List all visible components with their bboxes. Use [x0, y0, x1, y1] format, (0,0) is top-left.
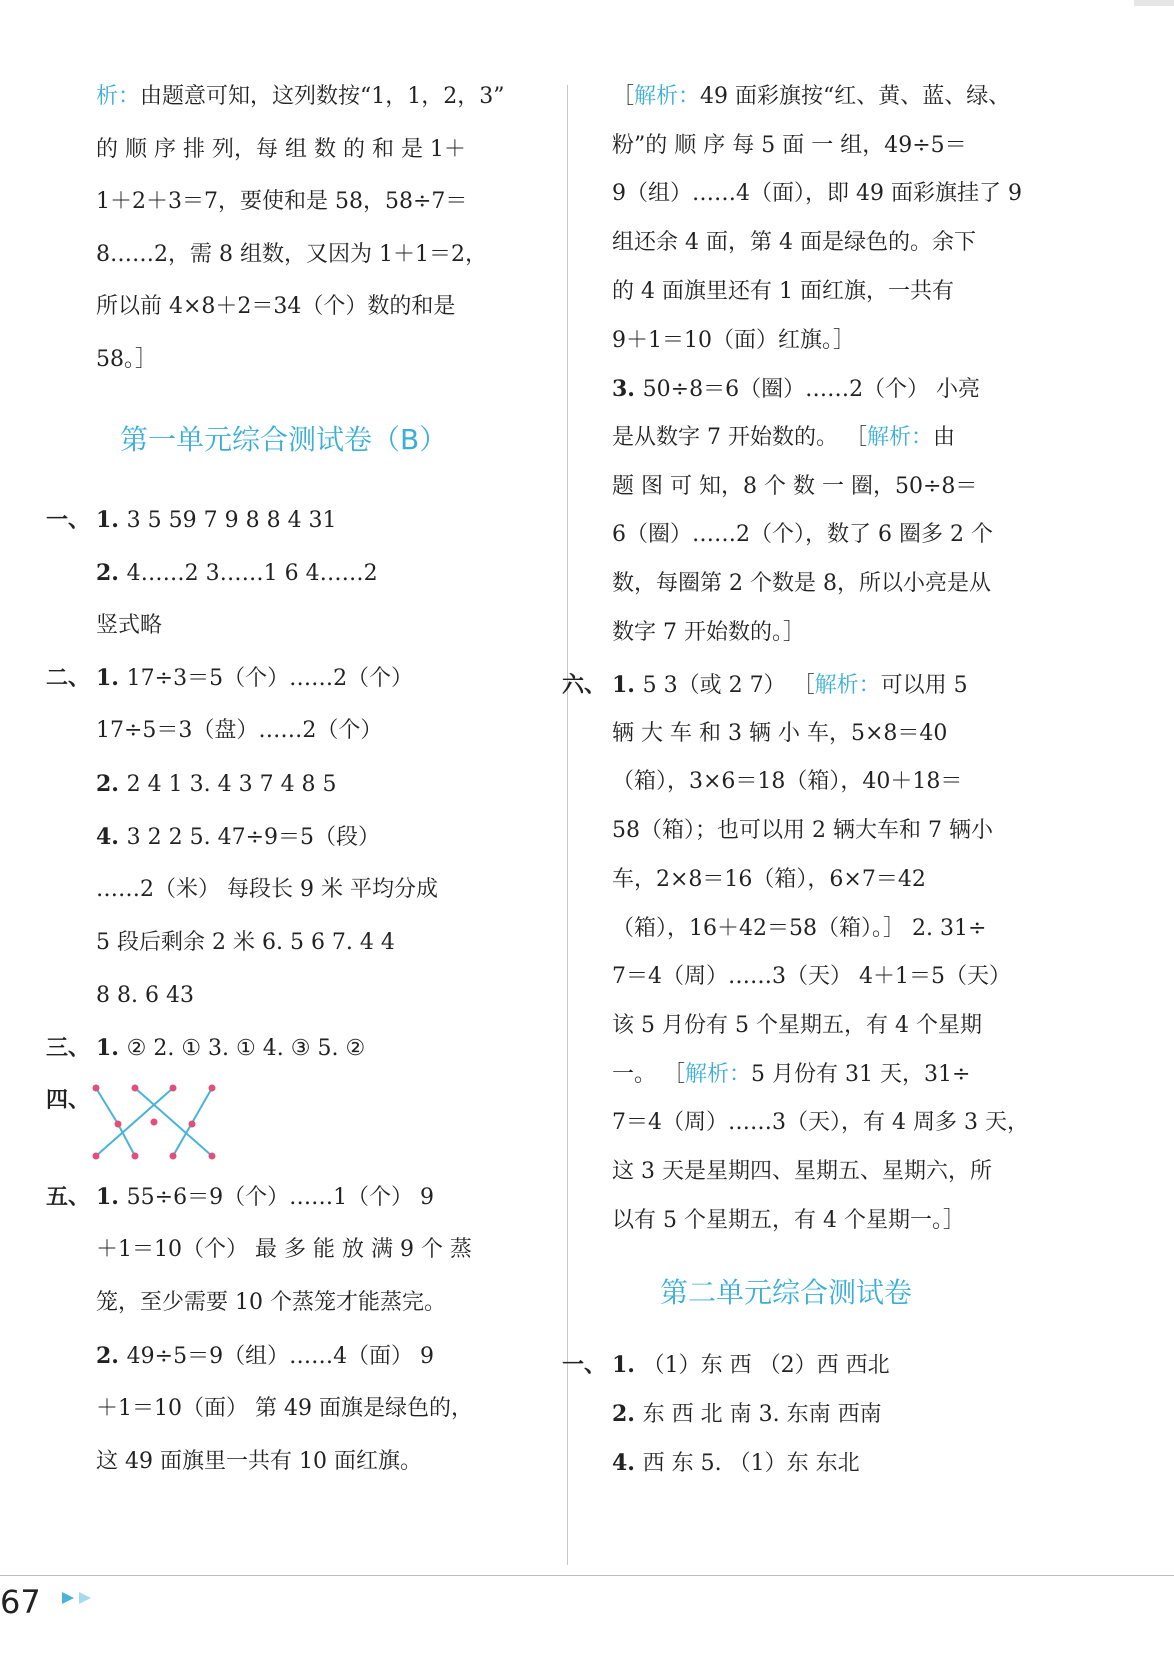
answer-line: [96, 1033, 365, 1064]
answer-line: [612, 1157, 992, 1187]
text: 的 4 面旗里还有 1 面红旗，一共有: [612, 278, 954, 304]
answer-line: [612, 719, 947, 749]
section-label: [46, 1182, 90, 1213]
text-line: [612, 82, 1010, 112]
answer-line: [612, 1448, 860, 1479]
answer-text: 55÷6＝9（个）……1（个） 9: [126, 1185, 435, 1210]
answer-line: [612, 816, 993, 846]
answer-text: 5 段后剩余 2 米 6. 5 6 7. 4 4: [96, 930, 395, 955]
text-line: [612, 277, 954, 307]
answer-text: 7＝4（周）……3（天），有 4 周多 3 天，: [612, 1110, 1029, 1136]
answer-line: [96, 1182, 434, 1213]
text: 9＋1＝10（面）红旗。］: [612, 327, 855, 353]
section-label-text: 五、: [46, 1184, 91, 1210]
arrow-icon: [62, 1590, 96, 1606]
answer-line: [96, 558, 378, 589]
answer-line: [96, 875, 438, 905]
answer-text: ② 2. ① 3. ① 4. ③ 5. ②: [126, 1036, 366, 1061]
question-number: 1.: [96, 507, 127, 533]
answer-text: 4……2 3……1 6 4……2: [126, 561, 378, 586]
analysis-label: 解析：: [814, 673, 881, 698]
answer-line: [96, 1341, 434, 1372]
answer-text: 东 西 北 南 3. 东南 西南: [642, 1402, 882, 1427]
text: 由题意可知，这列数按“1，1，2，3”: [140, 84, 505, 109]
text: 1＋2＋3＝7，要使和是 58，58÷7＝: [96, 189, 468, 214]
text: 数，每圈第 2 个数是 8，所以小亮是从: [612, 571, 991, 596]
text-line: [612, 520, 993, 550]
answer-text: （箱），3×6＝18（箱），40＋18＝: [612, 769, 963, 795]
section-label-text: 六、: [562, 672, 607, 698]
answer-line: [612, 1108, 1029, 1138]
answer-text: （箱），16＋42＝58（箱）。］ 2. 31÷: [612, 915, 987, 941]
answer-text: 笼，至少需要 10 个蒸笼才能蒸完。: [96, 1290, 446, 1315]
answer-line: [612, 914, 986, 944]
analysis-label: 解析：: [866, 424, 933, 450]
text-line: [96, 135, 466, 165]
text-line: [96, 187, 467, 217]
text-line: [96, 82, 505, 112]
question-number: 1.: [96, 1035, 127, 1061]
answer-line: [612, 1060, 970, 1090]
question-number: 1.: [612, 1352, 643, 1378]
answer-line: [96, 1288, 446, 1318]
answer-line: [612, 865, 926, 895]
text-line: [612, 618, 805, 648]
section-label-text: 二、: [46, 665, 91, 691]
text-line: [96, 292, 455, 322]
answer-line: [96, 928, 395, 958]
section-label-text: 三、: [46, 1035, 91, 1061]
analysis-label: 解析：: [685, 1061, 752, 1087]
matching-diagram: [88, 1082, 223, 1162]
answer-line: [612, 1011, 982, 1041]
section-label: [46, 505, 90, 536]
answer-text: ……2（米） 每段长 9 米 平均分成: [96, 877, 438, 902]
answer-text: 17÷5＝3（盘）……2（个）: [96, 718, 383, 743]
answer-text: 该 5 月份有 5 个星期五，有 4 个星期: [612, 1012, 982, 1038]
text-line: [612, 179, 1022, 209]
answer-line: [96, 505, 337, 536]
answer-line: [612, 767, 962, 797]
text: 是从数字 7 开始数的。 ［: [612, 424, 867, 450]
text-line: [612, 131, 967, 161]
answer-text: 竖式略: [96, 613, 163, 638]
answer-text: 3 5 59 7 9 8 8 4 31: [126, 508, 337, 533]
answer-text: 以有 5 个星期五，有 4 个星期一。］: [612, 1207, 965, 1233]
text: 58。］: [96, 346, 157, 372]
answer-text: 7＝4（周）……3（天） 4＋1＝5（天）: [612, 964, 1011, 990]
text: 8……2，需 8 组数，又因为 1＋1＝2，: [96, 241, 487, 267]
answer-text: 3 2 2 5. 47÷9＝5（段）: [126, 825, 381, 850]
text-line: [96, 345, 157, 375]
section-label: [562, 1350, 606, 1381]
answer-line: [612, 1350, 890, 1381]
answer-line: [612, 1206, 965, 1236]
text-line: [612, 326, 855, 356]
unit2-heading: 第二单元综合测试卷: [660, 1276, 913, 1309]
answer-text: 辆 大 车 和 3 辆 小 车，5×8＝40: [612, 720, 948, 746]
answer-text: 西 东 5. （1）东 东北: [642, 1451, 860, 1476]
page-number: 67: [0, 1583, 41, 1621]
answer-line: [96, 611, 162, 641]
question-number: 1.: [96, 665, 127, 691]
section-label-text: 一、: [46, 507, 91, 533]
question-number: 4.: [612, 1450, 643, 1476]
answer-line: [96, 981, 194, 1011]
text: 题 图 可 知，8 个 数 一 圈，50÷8＝: [612, 473, 978, 499]
text: 9（组）……4（面），即 49 面彩旗挂了 9: [612, 181, 1022, 207]
text: 组还余 4 面，第 4 面是绿色的。余下: [612, 230, 976, 256]
answer-text: （1）东 西 （2）西 西北: [642, 1353, 890, 1378]
unit1-heading: 第一单元综合测试卷（B）: [120, 423, 448, 456]
text: 由: [933, 424, 956, 450]
answer-line: [612, 962, 1011, 992]
answer-text: 8 8. 6 43: [96, 983, 194, 1008]
answer-text: 这 49 面旗里一共有 10 面红旗。: [96, 1449, 422, 1474]
answer-line: [96, 1394, 473, 1424]
question-number: 1.: [612, 672, 643, 698]
question-number: 2.: [612, 1401, 643, 1427]
text-line: [96, 240, 487, 270]
answer-line: [96, 663, 413, 694]
footer-rule: [0, 1575, 1174, 1576]
question-number: 2.: [96, 1343, 127, 1369]
question-number: 4.: [96, 824, 127, 850]
answer-text: 5 3（或 2 7） ［: [642, 673, 815, 698]
answer-text: 58（箱）；也可以用 2 辆大车和 7 辆小: [612, 818, 993, 844]
answer-text: 可以用 5: [880, 673, 968, 698]
answer-text: 49÷5＝9（组）……4（面） 9: [126, 1344, 435, 1369]
answer-text: ＋1＝10（个） 最 多 能 放 满 9 个 蒸: [96, 1237, 472, 1262]
answer-text: 一。 ［: [612, 1061, 685, 1087]
answer-line: [96, 1235, 472, 1265]
text: 49 面彩旗按“红、黄、蓝、绿、: [700, 84, 1011, 109]
answer-text: 2 4 1 3. 4 3 7 4 8 5: [126, 772, 337, 797]
section-label: [46, 1033, 90, 1064]
text-line: [612, 472, 977, 502]
text: ［: [612, 84, 635, 109]
text: 50÷8＝6（圈）……2（个） 小亮: [642, 377, 981, 403]
column-divider: [567, 85, 568, 1565]
answer-text: 5 月份有 31 天，31÷: [751, 1061, 971, 1087]
answer-text: 车，2×8＝16（箱），6×7＝42: [612, 866, 926, 892]
answer-line: [96, 769, 337, 800]
answer-text: 这 3 天是星期四、星期五、星期六，所: [612, 1159, 992, 1184]
section-label: [562, 670, 606, 701]
text: 粉”的 顺 序 每 5 面 一 组，49÷5＝: [612, 132, 967, 158]
question-number: 3.: [612, 376, 643, 403]
text-line: [612, 228, 976, 258]
text-line: [612, 374, 980, 405]
text: 的 顺 序 排 列，每 组 数 的 和 是 1＋: [96, 136, 466, 162]
text: 所以前 4×8＋2＝34（个）数的和是: [96, 294, 456, 319]
text-line: [612, 423, 955, 453]
answer-line: [612, 1399, 882, 1430]
section-label-text: 一、: [562, 1352, 607, 1378]
answer-line: [96, 716, 382, 746]
answer-line: [96, 822, 380, 853]
section-label: [46, 663, 90, 694]
analysis-label: 析：: [96, 84, 141, 109]
question-number: 2.: [96, 771, 127, 797]
question-number: 2.: [96, 560, 127, 586]
text-line: [612, 569, 991, 599]
question-number: 1.: [96, 1184, 127, 1210]
corner-mark: [1134, 0, 1174, 6]
answer-text: ＋1＝10（面） 第 49 面旗是绿色的，: [96, 1396, 473, 1421]
text: 数字 7 开始数的。］: [612, 619, 805, 645]
answer-line: [96, 1447, 422, 1477]
answer-text: 17÷3＝5（个）……2（个）: [126, 666, 414, 691]
section-label-text: 四、: [46, 1087, 91, 1113]
text: 6（圈）……2（个），数了 6 圈多 2 个: [612, 522, 993, 548]
answer-line: [612, 670, 968, 701]
section-label: [46, 1085, 90, 1116]
analysis-label: 解析：: [634, 84, 701, 109]
